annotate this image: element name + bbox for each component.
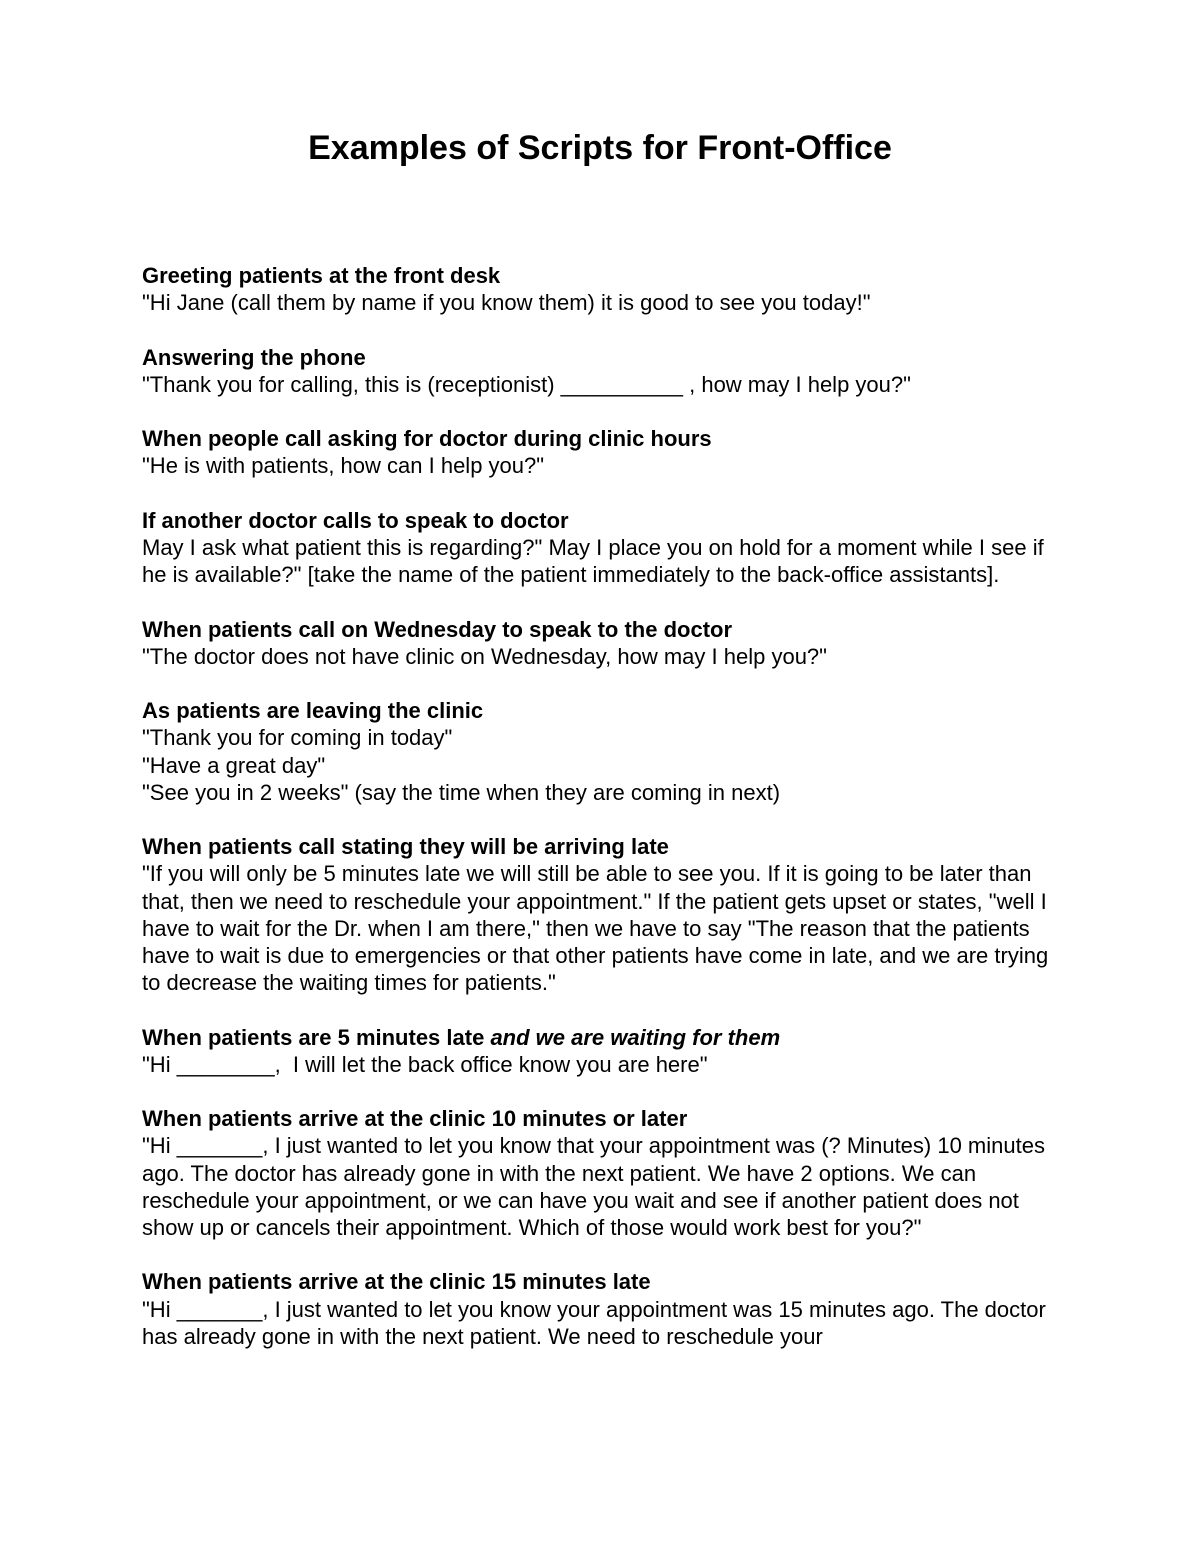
section-ten-minutes-late	[142, 1105, 1072, 1241]
section-heading-text: When patients are 5 minutes late	[142, 1024, 491, 1050]
section-heading: As patients are leaving the clinic	[142, 698, 484, 724]
document-body	[142, 262, 1072, 1377]
section-greeting	[142, 262, 1072, 316]
section-heading: When patients arrive at the clinic 15 minutes late	[142, 1269, 651, 1295]
section-heading: When patients call on Wednesday to speak to the doctor	[142, 616, 733, 642]
section-another-doctor	[142, 507, 1072, 589]
script-line: "Hi ________, I will let the back office know you are here"	[142, 1051, 708, 1077]
section-heading	[142, 1024, 1072, 1051]
script-line: "See you in 2 weeks" (say the time when they are coming in next)	[142, 779, 781, 805]
section-doctor-clinic-hours	[142, 425, 1072, 479]
script-line: "Hi Jane (call them by name if you know them) it is good to see you today!"	[142, 290, 871, 316]
script-line: "Thank you for calling, this is (receptionist) __________ , how may I help you?"	[142, 371, 911, 397]
section-wednesday	[142, 616, 1072, 670]
script-line: "The doctor does not have clinic on Wednesday, how may I help you?"	[142, 643, 827, 669]
script-paragraph: "Hi _______, I just wanted to let you know your appointment was 15 minutes ago. The doctor has already gone in with the next patient. We need to reschedule your	[142, 1296, 1046, 1349]
section-heading: When patients call stating they will be arriving late	[142, 834, 669, 860]
section-five-minutes-late	[142, 1024, 1072, 1078]
section-heading: When patients arrive at the clinic 10 minutes or later	[142, 1106, 688, 1132]
page-title: Examples of Scripts for Front-Office	[308, 129, 892, 167]
section-answering-phone	[142, 344, 1072, 398]
script-paragraph: "Hi _______, I just wanted to let you know that your appointment was (? Minutes) 10 minutes ago. The doctor has already gone in with the next patient. We have 2 options. We can reschedule your appointment, or we can have you wait and see if another patient does not show up or cancels their appointment. Which of those would work best for you?"	[142, 1133, 1045, 1240]
section-leaving-clinic	[142, 697, 1072, 806]
script-paragraph: "If you will only be 5 minutes late we will still be able to see you. If it is going to be later than that, then we need to reschedule your appointment." If the patient gets upset or states, "well I have to wait for the Dr. when I am there," then we have to say "The reason that the patients have to wait is due to emergencies or that other patients have come in late, and we are trying to decrease the waiting times for patients."	[142, 861, 1049, 996]
script-line: "He is with patients, how can I help you?"	[142, 453, 545, 479]
section-heading: When people call asking for doctor during clinic hours	[142, 426, 712, 452]
section-heading-italic: and we are waiting for them	[490, 1024, 781, 1050]
script-paragraph: May I ask what patient this is regarding?" May I place you on hold for a moment while I see if he is available?" [take the name of the patient immediately to the back-office assistants].	[142, 534, 1044, 588]
section-heading: Answering the phone	[142, 344, 366, 370]
script-line: "Thank you for coming in today"	[142, 725, 453, 751]
script-line: "Have a great day"	[142, 752, 326, 778]
section-arriving-late-call	[142, 833, 1072, 996]
section-heading: Greeting patients at the front desk	[142, 263, 501, 288]
section-heading: If another doctor calls to speak to doctor	[142, 507, 569, 533]
section-fifteen-minutes-late	[142, 1268, 1072, 1350]
